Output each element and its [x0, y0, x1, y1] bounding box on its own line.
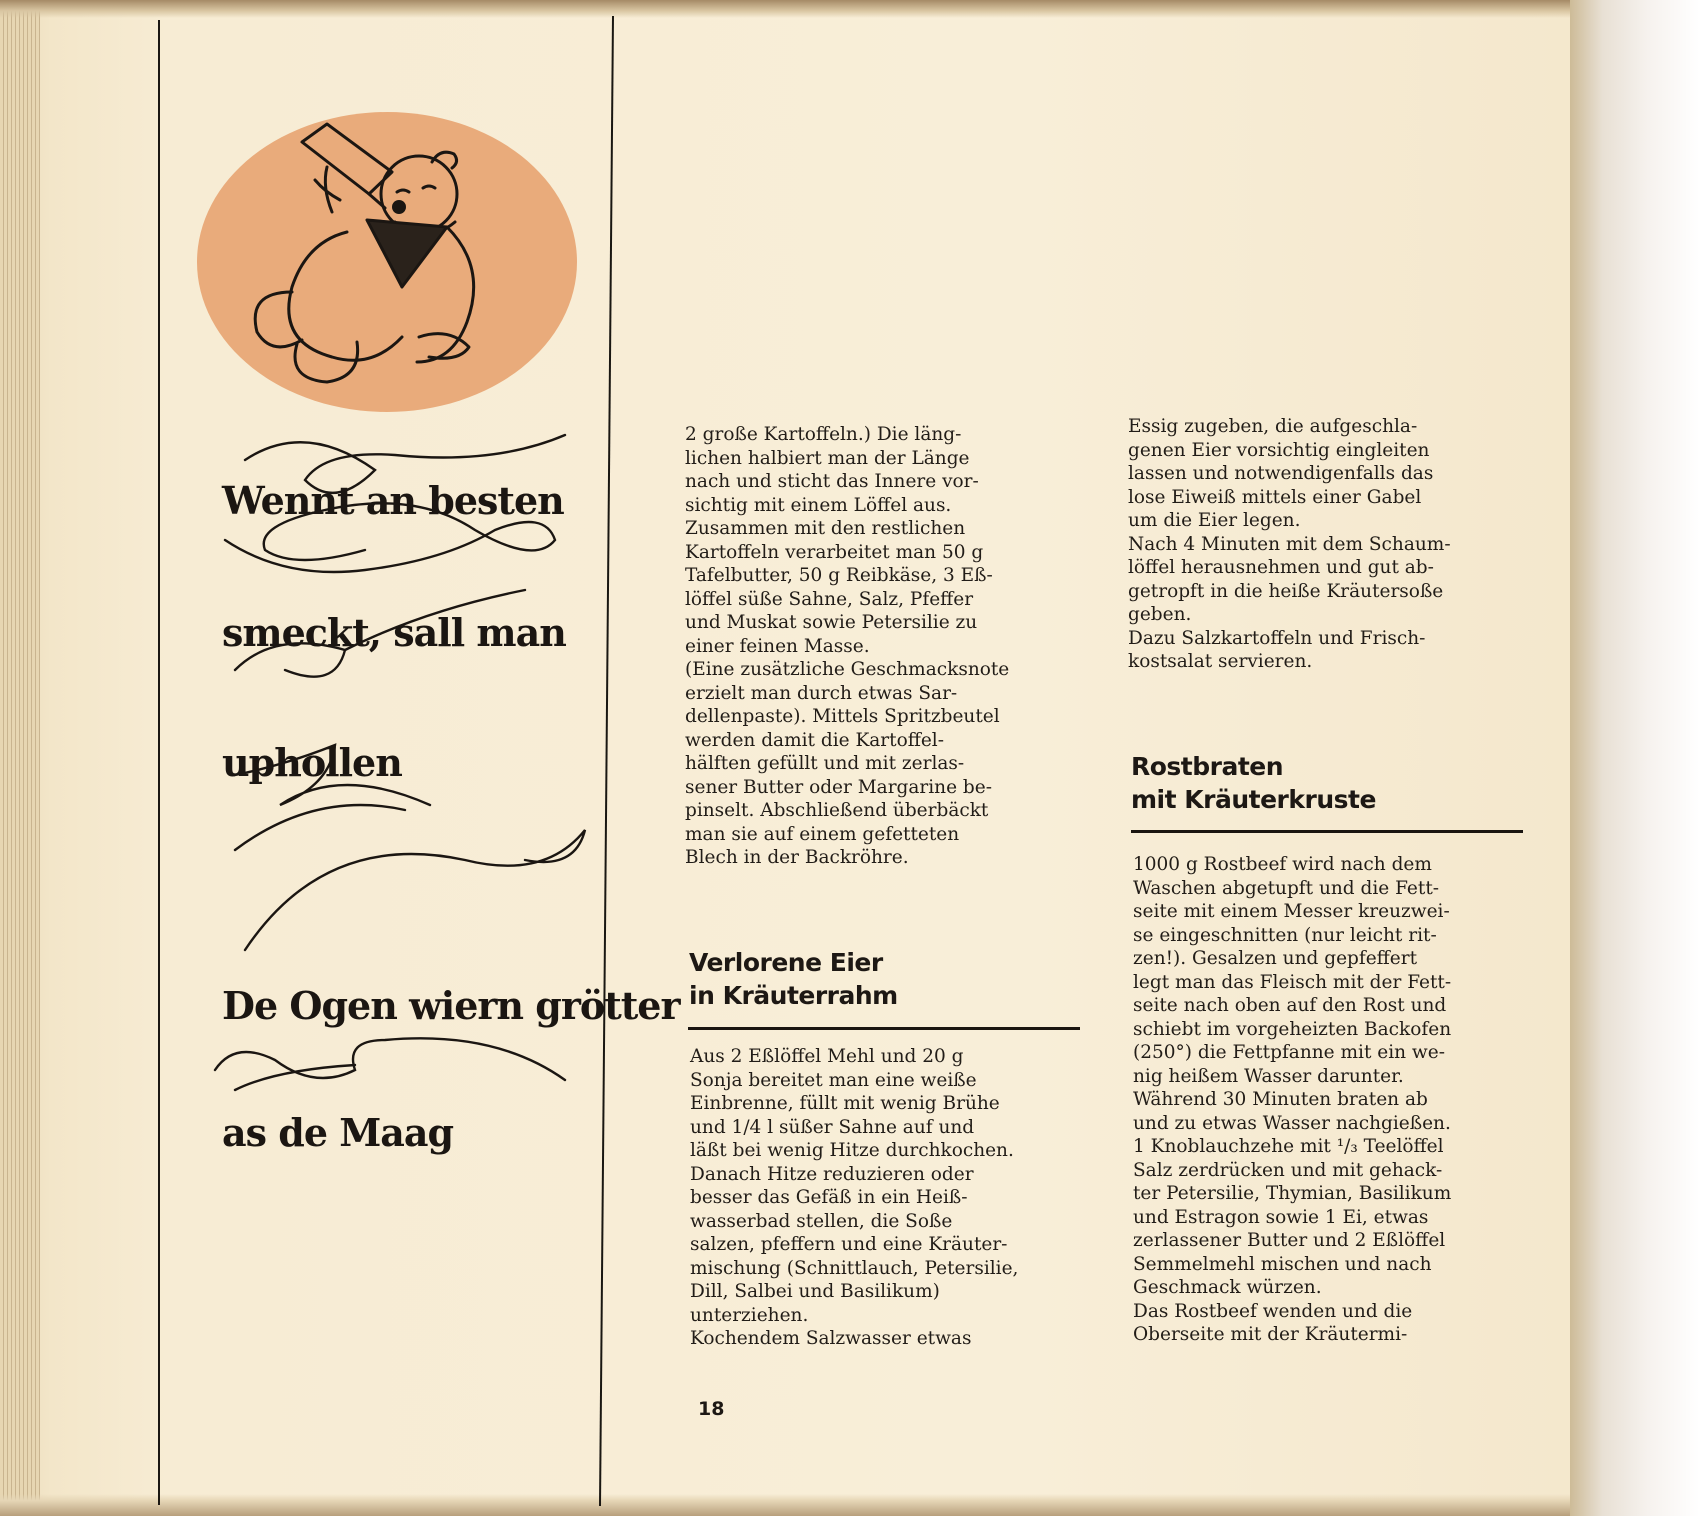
- top-shadow: [0, 0, 1580, 18]
- text-line: lassen und notwendigenfalls das: [1128, 463, 1434, 484]
- text-line: Waschen abgetupft und die Fett-: [1133, 877, 1439, 899]
- text-line: unterziehen.: [690, 1304, 809, 1326]
- baby-illustration: [197, 112, 577, 412]
- text-line: und Estragon sowie 1 Ei, etwas: [1133, 1206, 1429, 1228]
- text-line: nach und sticht das Innere vor-: [685, 471, 979, 492]
- text-line: dellenpaste). Mittels Spritzbeutel: [685, 706, 1000, 727]
- text-line: läßt bei wenig Hitze durchkochen.: [690, 1140, 1014, 1161]
- text-line: zen!). Gesalzen und gepfeffert: [1133, 948, 1418, 969]
- text-line: Danach Hitze reduzieren oder: [690, 1163, 974, 1185]
- proverb-line-5: as de Maag: [222, 1110, 454, 1155]
- proverb-line-4: De Ogen wiern grötter: [222, 983, 680, 1028]
- text-line: nig heißem Wasser darunter.: [1133, 1065, 1404, 1087]
- text-line: zerlassener Butter und 2 Eßlöffel: [1133, 1230, 1446, 1251]
- text-line: und zu etwas Wasser nachgießen.: [1133, 1112, 1451, 1134]
- text-line: Blech in der Backröhre.: [685, 847, 909, 868]
- text-line: um die Eier legen.: [1128, 510, 1301, 531]
- text-line: einer feinen Masse.: [685, 635, 870, 657]
- text-line: Das Rostbeef wenden und die: [1133, 1300, 1413, 1322]
- title-underline: [688, 1027, 1080, 1030]
- text-line: mischung (Schnittlauch, Petersilie,: [690, 1257, 1019, 1279]
- recipe-title-line-2: in Kräuterrahm: [689, 981, 898, 1010]
- text-line: lichen halbiert man der Länge: [685, 447, 970, 469]
- right-scan-margin: [1570, 0, 1700, 1516]
- recipe-title-rostbraten: [1131, 750, 1376, 816]
- text-line: (250°) die Fettpfanne mit ein we-: [1133, 1042, 1445, 1063]
- text-line: salzen, pfeffern und eine Kräuter-: [690, 1234, 1008, 1255]
- text-line: Einbrenne, füllt mit wenig Brühe: [690, 1093, 1000, 1114]
- proverb-line-1: Wennt an besten: [222, 478, 564, 523]
- calligraphic-flourishes: [195, 430, 615, 1190]
- text-line: Dill, Salbei und Basilikum): [690, 1281, 940, 1302]
- recipe-body-verlorene-eier: [690, 1045, 1085, 1351]
- text-line: lose Eiweiß mittels einer Gabel: [1128, 486, 1422, 508]
- text-line: und Muskat sowie Petersilie zu: [685, 612, 978, 633]
- text-line: Dazu Salzkartoffeln und Frisch-: [1128, 627, 1426, 649]
- text-line: seite nach oben auf den Rost und: [1133, 995, 1447, 1016]
- text-line: wasserbad stellen, die Soße: [690, 1210, 953, 1232]
- text-line: Sonja bereitet man eine weiße: [690, 1069, 977, 1091]
- text-line: seite mit einem Messer kreuzwei-: [1133, 901, 1450, 922]
- recipe-title-verlorene-eier: [689, 946, 898, 1012]
- text-line: Nach 4 Minuten mit dem Schaum-: [1128, 533, 1451, 555]
- recipe-continuation-text: [685, 423, 1075, 870]
- text-line: Kartoffeln verarbeitet man 50 g: [685, 541, 984, 563]
- text-line: werden damit die Kartoffel-: [685, 729, 944, 751]
- dialect-proverb: [195, 430, 680, 1190]
- text-line: besser das Gefäß in ein Heiß-: [690, 1187, 968, 1208]
- text-line: (Eine zusätzliche Geschmacksnote: [685, 659, 1010, 680]
- text-line: pinselt. Abschließend überbäckt: [685, 800, 989, 821]
- text-line: Salz zerdrücken und mit gehack-: [1133, 1159, 1443, 1181]
- text-line: genen Eier vorsichtig eingleiten: [1128, 439, 1430, 461]
- recipe-continuation-text-2: [1128, 415, 1523, 674]
- text-line: löffel herausnehmen und gut ab-: [1128, 557, 1434, 578]
- text-line: Semmelmehl mischen und nach: [1133, 1253, 1432, 1275]
- title-underline: [1131, 830, 1523, 833]
- text-line: 1000 g Rostbeef wird nach dem: [1133, 854, 1432, 875]
- text-line: man sie auf einem gefetteten: [685, 823, 960, 845]
- proverb-line-3: uphollen: [222, 740, 402, 785]
- text-line: 2 große Kartoffeln.) Die läng-: [685, 424, 962, 445]
- text-line: Aus 2 Eßlöffel Mehl und 20 g: [690, 1046, 964, 1067]
- text-line: Zusammen mit den restlichen: [685, 518, 966, 539]
- page-number: 18: [698, 1398, 725, 1420]
- text-line: legt man das Fleisch mit der Fett-: [1133, 971, 1452, 993]
- text-line: erzielt man durch etwas Sar-: [685, 682, 958, 704]
- text-line: Essig zugeben, die aufgeschla-: [1128, 416, 1418, 437]
- bottom-shadow: [0, 1494, 1600, 1516]
- baby-drinking-bottle-icon: [197, 112, 577, 412]
- recipe-body-rostbraten: [1133, 853, 1525, 1347]
- text-line: ter Petersilie, Thymian, Basilikum: [1133, 1183, 1452, 1204]
- text-line: Tafelbutter, 50 g Reibkäse, 3 Eß-: [685, 565, 993, 586]
- text-line: Kochendem Salzwasser etwas: [690, 1328, 972, 1349]
- text-line: se eingeschnitten (nur leicht rit-: [1133, 924, 1437, 946]
- text-line: hälften gefüllt und mit zerlas-: [685, 753, 965, 774]
- text-line: Geschmack würzen.: [1133, 1277, 1322, 1298]
- recipe-title-line-1: Verlorene Eier: [689, 948, 883, 977]
- recipe-title-line-2: mit Kräuterkruste: [1131, 785, 1376, 814]
- text-line: sichtig mit einem Löffel aus.: [685, 494, 952, 516]
- text-line: löffel süße Sahne, Salz, Pfeffer: [685, 588, 974, 610]
- text-line: Während 30 Minuten braten ab: [1133, 1089, 1428, 1110]
- recipe-title-line-1: Rostbraten: [1131, 752, 1284, 781]
- text-line: sener Butter oder Margarine be-: [685, 776, 992, 798]
- text-line: getropft in die heiße Kräutersoße: [1128, 580, 1444, 602]
- text-line: schiebt im vorgeheizten Backofen: [1133, 1018, 1452, 1040]
- text-line: kostsalat servieren.: [1128, 651, 1313, 672]
- proverb-line-2: smeckt, sall man: [222, 610, 566, 655]
- page-stack-edge: [0, 10, 40, 1510]
- text-line: und 1/4 l süßer Sahne auf und: [690, 1116, 975, 1138]
- text-line: Oberseite mit der Kräutermi-: [1133, 1324, 1408, 1345]
- text-line: 1 Knoblauchzehe mit ¹/₃ Teelöffel: [1133, 1136, 1444, 1157]
- text-line: geben.: [1128, 604, 1192, 625]
- left-page-rule: [158, 20, 160, 1505]
